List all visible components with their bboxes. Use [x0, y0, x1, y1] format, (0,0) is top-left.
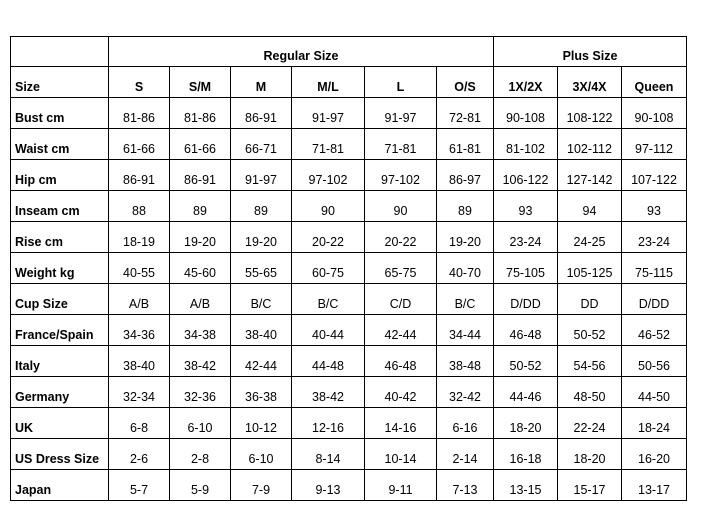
table-cell: 2-14: [437, 439, 494, 470]
table-cell: 40-70: [437, 253, 494, 284]
table-cell: 71-81: [292, 129, 365, 160]
table-cell: 34-36: [109, 315, 170, 346]
table-cell: 75-105: [494, 253, 558, 284]
table-cell: 90: [365, 191, 437, 222]
table-cell: 48-50: [558, 377, 622, 408]
table-row: [11, 315, 687, 346]
table-row: [11, 346, 687, 377]
table-cell: 105-125: [558, 253, 622, 284]
table-cell: 90: [292, 191, 365, 222]
table-cell: 46-48: [494, 315, 558, 346]
table-cell: 38-42: [170, 346, 231, 377]
table-cell: 12-16: [292, 408, 365, 439]
table-cell: 65-75: [365, 253, 437, 284]
table-cell: 86-91: [231, 98, 292, 129]
table-cell: 61-66: [109, 129, 170, 160]
table-cell: 2-8: [170, 439, 231, 470]
row-label-cell: Japan: [11, 470, 109, 501]
table-cell: 75-115: [622, 253, 687, 284]
table-cell: 50-52: [494, 346, 558, 377]
column-header-cell: M/L: [292, 67, 365, 98]
table-cell: 108-122: [558, 98, 622, 129]
table-cell: 9-13: [292, 470, 365, 501]
table-cell: 44-46: [494, 377, 558, 408]
table-cell: A/B: [170, 284, 231, 315]
column-header-row: [11, 67, 687, 98]
table-cell: 86-91: [170, 160, 231, 191]
table-row: [11, 160, 687, 191]
table-cell: 44-50: [622, 377, 687, 408]
table-cell: A/B: [109, 284, 170, 315]
table-cell: 42-44: [365, 315, 437, 346]
table-cell: 18-20: [494, 408, 558, 439]
table-cell: 20-22: [365, 222, 437, 253]
table-row: [11, 191, 687, 222]
table-cell: 46-52: [622, 315, 687, 346]
table-cell: 13-17: [622, 470, 687, 501]
table-row: [11, 129, 687, 160]
table-cell: 40-42: [365, 377, 437, 408]
table-cell: 91-97: [292, 98, 365, 129]
table-cell: 19-20: [231, 222, 292, 253]
row-label-cell: Bust cm: [11, 98, 109, 129]
table-cell: 89: [231, 191, 292, 222]
table-cell: 90-108: [622, 98, 687, 129]
row-label-cell: Waist cm: [11, 129, 109, 160]
table-cell: 34-38: [170, 315, 231, 346]
group-header-row: [11, 37, 687, 67]
table-cell: 34-44: [437, 315, 494, 346]
regular-size-group-header: Regular Size: [109, 37, 494, 67]
table-cell: 18-24: [622, 408, 687, 439]
table-cell: 36-38: [231, 377, 292, 408]
table-cell: 107-122: [622, 160, 687, 191]
table-cell: 19-20: [170, 222, 231, 253]
table-cell: 50-56: [622, 346, 687, 377]
table-row: [11, 408, 687, 439]
table-cell: 91-97: [365, 98, 437, 129]
table-cell: 16-18: [494, 439, 558, 470]
table-cell: 18-19: [109, 222, 170, 253]
table-cell: C/D: [365, 284, 437, 315]
table-row: [11, 284, 687, 315]
table-cell: 86-91: [109, 160, 170, 191]
table-cell: 97-102: [292, 160, 365, 191]
table-cell: 38-40: [231, 315, 292, 346]
column-header-cell: M: [231, 67, 292, 98]
table-cell: 18-20: [558, 439, 622, 470]
table-cell: 94: [558, 191, 622, 222]
table-cell: 22-24: [558, 408, 622, 439]
table-row: [11, 470, 687, 501]
table-cell: 24-25: [558, 222, 622, 253]
table-cell: D/DD: [494, 284, 558, 315]
plus-size-group-header: Plus Size: [494, 37, 687, 67]
table-cell: 32-36: [170, 377, 231, 408]
row-label-cell: Rise cm: [11, 222, 109, 253]
table-cell: 61-81: [437, 129, 494, 160]
table-cell: 72-81: [437, 98, 494, 129]
table-cell: 38-40: [109, 346, 170, 377]
table-cell: 19-20: [437, 222, 494, 253]
table-cell: 10-12: [231, 408, 292, 439]
table-cell: 14-16: [365, 408, 437, 439]
table-cell: 60-75: [292, 253, 365, 284]
table-cell: 5-9: [170, 470, 231, 501]
table-cell: 20-22: [292, 222, 365, 253]
table-cell: 38-48: [437, 346, 494, 377]
row-label-cell: France/Spain: [11, 315, 109, 346]
table-cell: 9-11: [365, 470, 437, 501]
table-cell: 2-6: [109, 439, 170, 470]
table-cell: 97-102: [365, 160, 437, 191]
table-cell: 8-14: [292, 439, 365, 470]
table-cell: 32-34: [109, 377, 170, 408]
row-label-cell: Germany: [11, 377, 109, 408]
table-cell: 81-86: [170, 98, 231, 129]
table-cell: 6-16: [437, 408, 494, 439]
table-row: [11, 98, 687, 129]
table-cell: 88: [109, 191, 170, 222]
row-label-cell: US Dress Size: [11, 439, 109, 470]
table-cell: 97-112: [622, 129, 687, 160]
row-label-cell: Italy: [11, 346, 109, 377]
table-cell: 40-55: [109, 253, 170, 284]
table-cell: 50-52: [558, 315, 622, 346]
table-row: [11, 222, 687, 253]
table-cell: DD: [558, 284, 622, 315]
table-cell: 7-9: [231, 470, 292, 501]
column-header-cell: 3X/4X: [558, 67, 622, 98]
column-header-cell: Queen: [622, 67, 687, 98]
column-header-cell: 1X/2X: [494, 67, 558, 98]
table-cell: 90-108: [494, 98, 558, 129]
row-label-cell: UK: [11, 408, 109, 439]
table-cell: 61-66: [170, 129, 231, 160]
table-cell: 93: [622, 191, 687, 222]
table-cell: 23-24: [622, 222, 687, 253]
table-cell: 13-15: [494, 470, 558, 501]
column-header-cell: S/M: [170, 67, 231, 98]
table-cell: 86-97: [437, 160, 494, 191]
table-cell: 102-112: [558, 129, 622, 160]
table-cell: 38-42: [292, 377, 365, 408]
table-cell: 81-102: [494, 129, 558, 160]
table-cell: 7-13: [437, 470, 494, 501]
table-cell: 127-142: [558, 160, 622, 191]
table-cell: 71-81: [365, 129, 437, 160]
table-cell: B/C: [292, 284, 365, 315]
table-cell: B/C: [437, 284, 494, 315]
table-cell: 81-86: [109, 98, 170, 129]
row-label-cell: Cup Size: [11, 284, 109, 315]
table-cell: 23-24: [494, 222, 558, 253]
table-cell: 44-48: [292, 346, 365, 377]
table-cell: 15-17: [558, 470, 622, 501]
table-row: [11, 253, 687, 284]
table-cell: 6-10: [170, 408, 231, 439]
table-cell: 10-14: [365, 439, 437, 470]
table-cell: D/DD: [622, 284, 687, 315]
column-header-cell: S: [109, 67, 170, 98]
table-cell: 106-122: [494, 160, 558, 191]
table-cell: 6-8: [109, 408, 170, 439]
table-cell: 32-42: [437, 377, 494, 408]
size-header-label: Size: [11, 67, 109, 98]
table-cell: 46-48: [365, 346, 437, 377]
column-header-cell: L: [365, 67, 437, 98]
table-cell: 42-44: [231, 346, 292, 377]
table-row: [11, 377, 687, 408]
corner-cell: [11, 37, 109, 67]
row-label-cell: Hip cm: [11, 160, 109, 191]
table-cell: 66-71: [231, 129, 292, 160]
table-cell: 54-56: [558, 346, 622, 377]
table-cell: 16-20: [622, 439, 687, 470]
table-row: [11, 439, 687, 470]
table-cell: 91-97: [231, 160, 292, 191]
table-cell: B/C: [231, 284, 292, 315]
table-cell: 55-65: [231, 253, 292, 284]
column-header-cell: O/S: [437, 67, 494, 98]
table-cell: 93: [494, 191, 558, 222]
size-chart-table: [10, 36, 687, 501]
table-cell: 45-60: [170, 253, 231, 284]
table-cell: 5-7: [109, 470, 170, 501]
table-cell: 89: [170, 191, 231, 222]
row-label-cell: Weight kg: [11, 253, 109, 284]
table-cell: 6-10: [231, 439, 292, 470]
table-cell: 89: [437, 191, 494, 222]
table-cell: 40-44: [292, 315, 365, 346]
row-label-cell: Inseam cm: [11, 191, 109, 222]
